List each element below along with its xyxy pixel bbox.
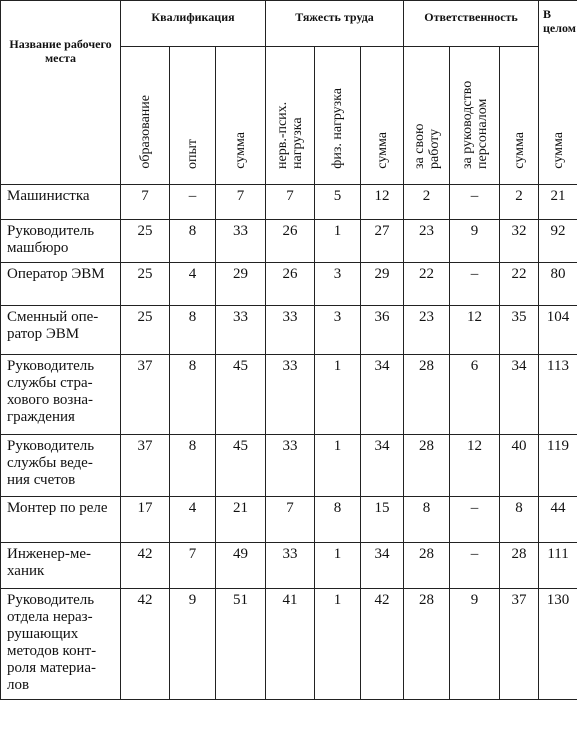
physical-cell: 1: [315, 220, 361, 263]
s-sum-cell: 15: [361, 497, 404, 543]
q-sum-cell: 21: [216, 497, 266, 543]
neuro-mental-cell: 26: [266, 220, 315, 263]
labor-severity-header: Тяжесть труда: [266, 1, 404, 47]
total-cell: 21: [539, 185, 577, 220]
education-cell: 37: [121, 355, 170, 435]
education-cell: 25: [121, 306, 170, 355]
total-cell: 92: [539, 220, 577, 263]
r-sum-cell: 2: [500, 185, 539, 220]
q-sum-cell: 45: [216, 435, 266, 497]
education-cell: 42: [121, 589, 170, 700]
severity-sum-column-header: сумма: [361, 47, 404, 185]
physical-load-column-header: физ. нагрузка: [315, 47, 361, 185]
job-name-cell: Монтер по реле: [1, 497, 121, 543]
own-work-column-header: за свою работу: [404, 47, 450, 185]
neuro-mental-cell: 41: [266, 589, 315, 700]
physical-cell: 3: [315, 263, 361, 306]
q-sum-cell: 33: [216, 306, 266, 355]
r-sum-cell: 32: [500, 220, 539, 263]
education-cell: 42: [121, 543, 170, 589]
staff-management-cell: –: [450, 497, 500, 543]
r-sum-cell: 40: [500, 435, 539, 497]
staff-management-cell: 12: [450, 306, 500, 355]
physical-cell: 1: [315, 589, 361, 700]
experience-cell: 8: [170, 306, 216, 355]
job-name-cell: Руководитель службы стра- хового возна- граждения: [1, 355, 121, 435]
total-cell: 111: [539, 543, 577, 589]
table-row: [1, 306, 577, 355]
neuro-mental-cell: 7: [266, 185, 315, 220]
r-sum-cell: 35: [500, 306, 539, 355]
physical-cell: 1: [315, 355, 361, 435]
physical-cell: 3: [315, 306, 361, 355]
q-sum-cell: 45: [216, 355, 266, 435]
physical-cell: 1: [315, 435, 361, 497]
total-cell: 119: [539, 435, 577, 497]
table-row: [1, 220, 577, 263]
physical-cell: 1: [315, 543, 361, 589]
job-name-cell: Машинистка: [1, 185, 121, 220]
staff-management-cell: 9: [450, 220, 500, 263]
table-body: [1, 185, 577, 700]
responsibility-header: Ответственность: [404, 1, 539, 47]
experience-cell: 4: [170, 497, 216, 543]
table-row: [1, 355, 577, 435]
neuro-mental-cell: 33: [266, 543, 315, 589]
table-row: [1, 589, 577, 700]
own-work-cell: 23: [404, 220, 450, 263]
experience-cell: –: [170, 185, 216, 220]
experience-cell: 8: [170, 435, 216, 497]
r-sum-cell: 8: [500, 497, 539, 543]
table-row: [1, 185, 577, 220]
table-row: [1, 263, 577, 306]
experience-cell: 7: [170, 543, 216, 589]
education-cell: 37: [121, 435, 170, 497]
staff-management-column-header: за руководство персоналом: [450, 47, 500, 185]
s-sum-cell: 34: [361, 355, 404, 435]
neuro-mental-load-column-header: нерв.-псих. нагрузка: [266, 47, 315, 185]
job-name-cell: Руководитель машбюро: [1, 220, 121, 263]
s-sum-cell: 36: [361, 306, 404, 355]
total-sum-column-header: сумма: [539, 47, 577, 185]
r-sum-cell: 34: [500, 355, 539, 435]
experience-column-header: опыт: [170, 47, 216, 185]
s-sum-cell: 34: [361, 543, 404, 589]
own-work-cell: 28: [404, 355, 450, 435]
job-name-header: Название рабочего места: [1, 1, 121, 185]
total-cell: 113: [539, 355, 577, 435]
staff-management-cell: 12: [450, 435, 500, 497]
education-column-header: образование: [121, 47, 170, 185]
neuro-mental-cell: 33: [266, 435, 315, 497]
education-cell: 25: [121, 220, 170, 263]
job-name-cell: Руководитель службы веде- ния счетов: [1, 435, 121, 497]
own-work-cell: 28: [404, 543, 450, 589]
job-name-cell: Инженер-ме- ханик: [1, 543, 121, 589]
staff-management-cell: –: [450, 543, 500, 589]
education-cell: 17: [121, 497, 170, 543]
overall-header: В целом: [539, 1, 577, 47]
s-sum-cell: 42: [361, 589, 404, 700]
neuro-mental-cell: 33: [266, 355, 315, 435]
physical-cell: 8: [315, 497, 361, 543]
job-name-cell: Сменный опе- ратор ЭВМ: [1, 306, 121, 355]
table-row: [1, 497, 577, 543]
education-cell: 25: [121, 263, 170, 306]
own-work-cell: 22: [404, 263, 450, 306]
total-cell: 104: [539, 306, 577, 355]
experience-cell: 8: [170, 220, 216, 263]
qualification-sum-column-header: сумма: [216, 47, 266, 185]
q-sum-cell: 7: [216, 185, 266, 220]
neuro-mental-cell: 7: [266, 497, 315, 543]
staff-management-cell: 9: [450, 589, 500, 700]
staff-management-cell: –: [450, 263, 500, 306]
experience-cell: 4: [170, 263, 216, 306]
q-sum-cell: 29: [216, 263, 266, 306]
table-row: [1, 435, 577, 497]
q-sum-cell: 51: [216, 589, 266, 700]
staff-management-cell: –: [450, 185, 500, 220]
s-sum-cell: 12: [361, 185, 404, 220]
s-sum-cell: 29: [361, 263, 404, 306]
q-sum-cell: 33: [216, 220, 266, 263]
table-row: [1, 543, 577, 589]
experience-cell: 8: [170, 355, 216, 435]
experience-cell: 9: [170, 589, 216, 700]
q-sum-cell: 49: [216, 543, 266, 589]
physical-cell: 5: [315, 185, 361, 220]
s-sum-cell: 27: [361, 220, 404, 263]
responsibility-sum-column-header: сумма: [500, 47, 539, 185]
own-work-cell: 28: [404, 435, 450, 497]
own-work-cell: 8: [404, 497, 450, 543]
own-work-cell: 2: [404, 185, 450, 220]
s-sum-cell: 34: [361, 435, 404, 497]
job-name-cell: Оператор ЭВМ: [1, 263, 121, 306]
r-sum-cell: 22: [500, 263, 539, 306]
neuro-mental-cell: 33: [266, 306, 315, 355]
r-sum-cell: 37: [500, 589, 539, 700]
neuro-mental-cell: 26: [266, 263, 315, 306]
total-cell: 80: [539, 263, 577, 306]
own-work-cell: 28: [404, 589, 450, 700]
job-name-cell: Руководитель отдела нераз- рушающих методов конт- роля материа- лов: [1, 589, 121, 700]
own-work-cell: 23: [404, 306, 450, 355]
r-sum-cell: 28: [500, 543, 539, 589]
total-cell: 130: [539, 589, 577, 700]
qualification-header: Квалификация: [121, 1, 266, 47]
total-cell: 44: [539, 497, 577, 543]
education-cell: 7: [121, 185, 170, 220]
staff-management-cell: 6: [450, 355, 500, 435]
